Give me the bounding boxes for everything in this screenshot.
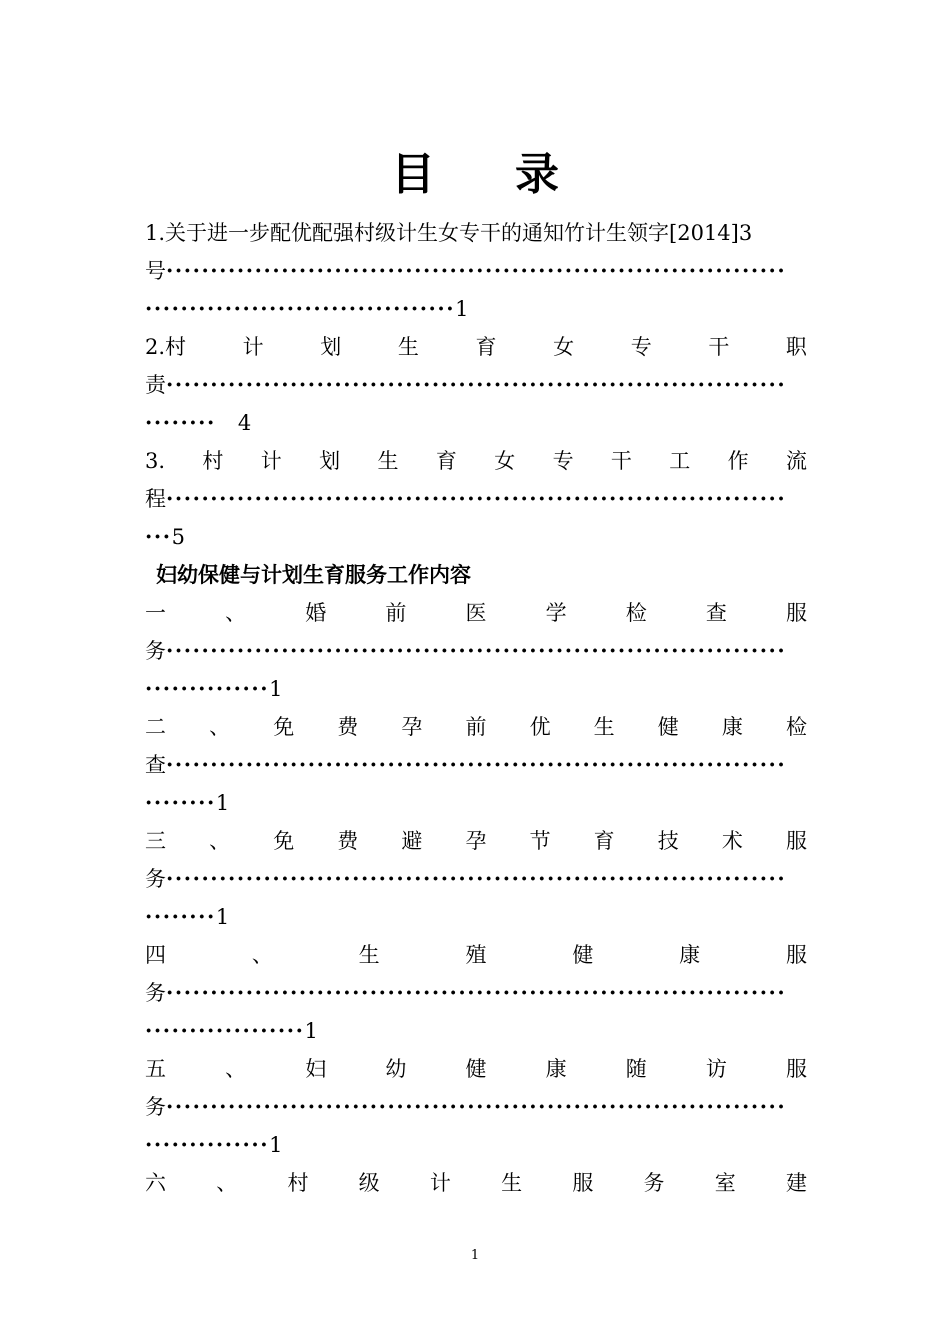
toc-item-3-page: 1: [215, 905, 230, 929]
leader-dots: ······································································: [166, 638, 787, 663]
leader-dots: ········: [145, 410, 216, 435]
token: 村: [202, 449, 224, 473]
toc-entry-1-page: 1: [455, 297, 469, 321]
token: 优: [529, 715, 551, 739]
token: 计: [260, 449, 282, 473]
toc-entry-3-line[interactable]: [145, 442, 807, 480]
token: 三: [145, 829, 166, 853]
leader-dots: ······································································: [166, 752, 787, 777]
token: 医: [465, 601, 487, 625]
toc-item-5-page: 1: [269, 1133, 283, 1157]
toc-entry-1-leader[interactable]: [145, 252, 807, 290]
token: 服: [785, 829, 807, 853]
toc-item-4-page: 1: [304, 1019, 318, 1043]
toc-item-3-leader-end[interactable]: [145, 898, 807, 936]
token: 查: [705, 601, 727, 625]
token: 孕: [401, 715, 423, 739]
token: 学: [545, 601, 567, 625]
token: 2.村: [145, 335, 187, 359]
toc-entry-1-line[interactable]: 1.关于进一步配优配强村级计生女专干的通知竹计生领字[2014]3: [145, 221, 753, 245]
token: 技: [657, 829, 679, 853]
toc-item-1-head: 务: [145, 639, 166, 663]
token: 计: [429, 1171, 451, 1195]
token: 工: [669, 449, 691, 473]
token: 避: [401, 829, 423, 853]
token: 健: [572, 943, 594, 967]
token: 生: [501, 1171, 523, 1195]
toc-item-2-line[interactable]: [145, 708, 807, 746]
title-char-2: 录: [515, 149, 559, 200]
leader-dots: ······································································: [166, 486, 787, 511]
token: 生: [593, 715, 615, 739]
token: 职: [785, 335, 807, 359]
token: 、: [225, 1057, 247, 1081]
token: 专: [630, 335, 652, 359]
toc-item-4-head: 务: [145, 981, 166, 1005]
footer-page-number: 1: [470, 1248, 480, 1263]
toc-entry-2-head: 责: [145, 373, 166, 397]
token: 二: [145, 715, 166, 739]
token: 孕: [465, 829, 487, 853]
toc-item-5-leader[interactable]: [145, 1088, 807, 1126]
token: 费: [337, 829, 359, 853]
token: 村: [287, 1171, 309, 1195]
token: 育: [593, 829, 615, 853]
token: 婚: [305, 601, 327, 625]
toc-entry-3-leader-end[interactable]: [145, 518, 807, 556]
toc-item-2-leader[interactable]: [145, 746, 807, 784]
token: 康: [545, 1057, 567, 1081]
token: 3.: [145, 449, 166, 473]
token: 四: [145, 943, 166, 967]
token: 女: [494, 449, 516, 473]
toc-entry-3-head: 程: [145, 487, 166, 511]
token: 专: [552, 449, 574, 473]
token: 级: [358, 1171, 380, 1195]
toc-entry-3-page: 5: [171, 525, 185, 549]
leader-dots: ······································································: [166, 980, 787, 1005]
token: 服: [786, 601, 807, 625]
toc-item-1-page: 1: [269, 677, 283, 701]
token: 检: [625, 601, 647, 625]
token: 殖: [465, 943, 487, 967]
token: 服: [572, 1171, 594, 1195]
leader-dots: ······································································: [166, 866, 787, 891]
token: 、: [225, 601, 247, 625]
toc-entry-2-line[interactable]: [145, 328, 807, 366]
token: 生: [377, 449, 399, 473]
token: 免: [273, 829, 295, 853]
toc-item-1-leader-end[interactable]: [145, 670, 807, 708]
toc-item-4-leader[interactable]: [145, 974, 807, 1012]
token: 服: [785, 943, 807, 967]
toc-entry-3-leader[interactable]: [145, 480, 807, 518]
leader-dots: ········: [145, 904, 216, 929]
leader-dots: ··············: [145, 1132, 270, 1157]
token: 务: [643, 1171, 665, 1195]
leader-dots: ······································································: [166, 372, 787, 397]
toc-item-1-line[interactable]: [145, 594, 807, 632]
toc-entry-2-leader[interactable]: [145, 366, 807, 404]
token: 费: [337, 715, 359, 739]
token: 划: [319, 449, 341, 473]
toc-item-5-head: 务: [145, 1095, 166, 1119]
toc-item-4-line[interactable]: [145, 936, 807, 974]
leader-dots: ··················: [145, 1018, 305, 1043]
token: 建: [785, 1171, 807, 1195]
title-char-1: 目: [391, 149, 435, 200]
token: 服: [786, 1057, 807, 1081]
token: 、: [251, 943, 273, 967]
token: 干: [708, 335, 730, 359]
toc-entry-2-page: 4: [237, 411, 252, 435]
leader-dots: ···: [145, 524, 172, 549]
token: 女: [553, 335, 575, 359]
toc-item-3-head: 务: [145, 867, 166, 891]
token: 、: [216, 1171, 238, 1195]
leader-dots: ··············: [145, 676, 270, 701]
toc-item-5-line[interactable]: [145, 1050, 807, 1088]
toc-entry-1-leader-end[interactable]: [145, 290, 807, 328]
token: 计: [242, 335, 264, 359]
toc-item-5-leader-end[interactable]: [145, 1126, 807, 1164]
token: 幼: [385, 1057, 407, 1081]
token: 检: [785, 715, 807, 739]
section-heading: 妇幼保健与计划生育服务工作内容: [156, 563, 471, 587]
toc-item-3-line[interactable]: [145, 822, 807, 860]
token: 健: [465, 1057, 487, 1081]
token: 访: [705, 1057, 727, 1081]
toc-item-1-leader[interactable]: [145, 632, 807, 670]
leader-dots: ········: [145, 790, 216, 815]
token: 免: [273, 715, 295, 739]
token: 健: [657, 715, 679, 739]
token: 随: [625, 1057, 647, 1081]
token: 干: [610, 449, 632, 473]
toc-item-2-page: 1: [215, 791, 230, 815]
toc-entry-1-head: 号: [145, 259, 166, 283]
toc-item-3-leader[interactable]: [145, 860, 807, 898]
token: 术: [721, 829, 743, 853]
leader-dots: ······································································: [166, 258, 787, 283]
page-title: [0, 138, 950, 202]
token: 五: [145, 1057, 166, 1081]
token: 育: [475, 335, 497, 359]
token: 前: [465, 715, 487, 739]
token: 作: [727, 449, 749, 473]
token: 前: [385, 601, 407, 625]
token: 、: [209, 829, 231, 853]
token: 划: [320, 335, 342, 359]
toc-item-2-leader-end[interactable]: [145, 784, 807, 822]
token: 六: [145, 1171, 166, 1195]
toc-item-4-leader-end[interactable]: [145, 1012, 807, 1050]
token: 育: [435, 449, 457, 473]
leader-dots: ···································: [145, 296, 456, 321]
toc-item-6-line[interactable]: [145, 1164, 807, 1202]
token: 康: [721, 715, 743, 739]
token: 生: [358, 943, 380, 967]
token: 节: [529, 829, 551, 853]
token: 妇: [305, 1057, 327, 1081]
toc-entry-2-leader-end[interactable]: [145, 404, 807, 442]
toc-item-2-head: 查: [145, 753, 166, 777]
token: 、: [209, 715, 231, 739]
token: 室: [714, 1171, 736, 1195]
token: 生: [397, 335, 419, 359]
leader-dots: ······································································: [166, 1094, 787, 1119]
token: 流: [786, 449, 807, 473]
token: 一: [145, 601, 166, 625]
token: 康: [679, 943, 701, 967]
